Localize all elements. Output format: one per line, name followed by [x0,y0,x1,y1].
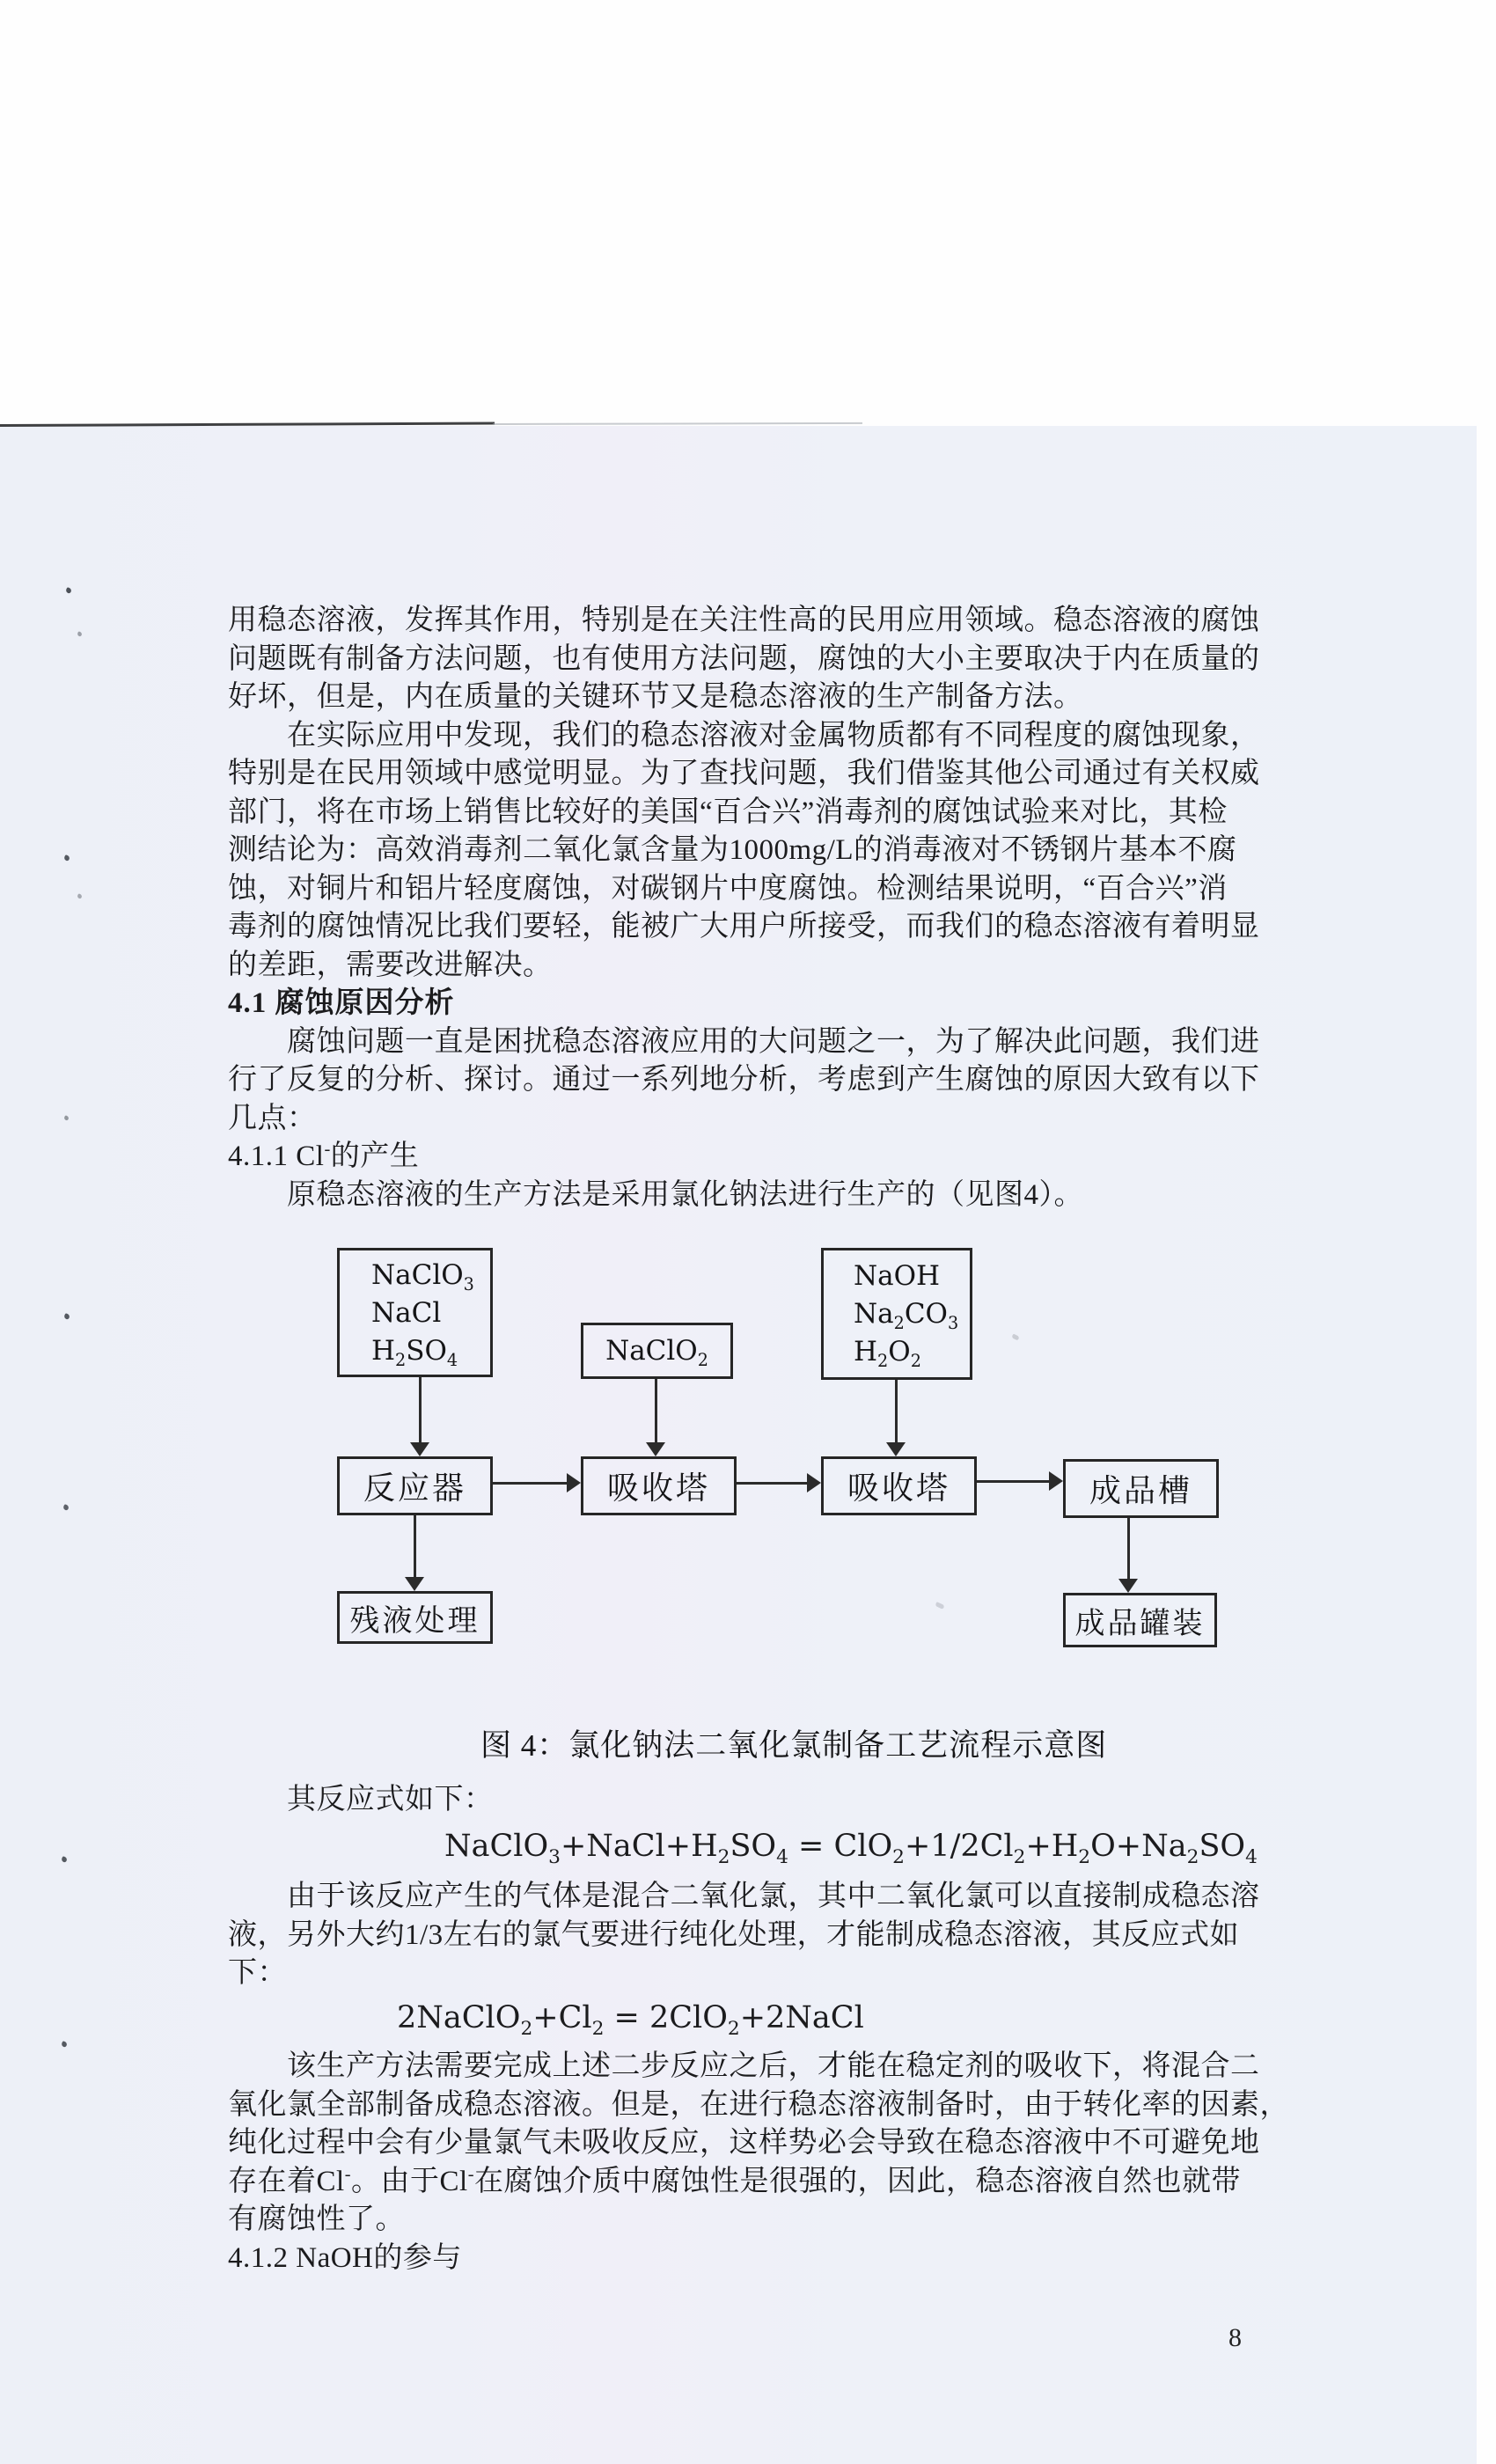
flow-arrow-reactor-to-residue [414,1515,416,1577]
arrow-down-icon [405,1577,424,1591]
body-line: 在实际应用中发现，我们的稳态溶液对金属物质都有不同程度的腐蚀现象， [287,719,1260,752]
chemical-label: NaClO$_2$ [605,1335,708,1371]
flow-box-feed-absorber2 [821,1248,972,1380]
flow-arrow-absorber2-to-tank [977,1480,1049,1483]
body-line: 原稳态溶液的生产方法是采用氯化钠法进行生产的（见图4）。 [287,1178,1083,1211]
body-line: 该生产方法需要完成上述二步反应之后，才能在稳定剂的吸收下，将混合二 [287,2050,1260,2082]
flow-arrow-feed1-to-reactor [419,1377,422,1442]
body-line: 液，另外大约1/3左右的氯气要进行纯化处理，才能制成稳态溶液，其反应式如 [228,1918,1240,1951]
section-heading-4-1-2: 4.1.2 NaOH的参与 [228,2241,462,2274]
chemical-equation-2: $2NaClO_2+Cl_2$ = 2ClO$_2$+2NaCl [397,1999,864,2040]
body-line: 有腐蚀性了。 [228,2204,405,2235]
flow-arrow-feed3-to-absorber2 [895,1380,898,1442]
flow-box-residue-treatment [337,1591,493,1644]
body-line: 纯化过程中会有少量氯气未吸收反应，这样势必会导致在稳态溶液中不可避免地 [228,2127,1260,2159]
flow-box-absorber-2 [821,1456,977,1515]
arrow-down-icon [646,1442,665,1456]
body-text-upper [228,602,1272,1214]
body-line: 毒剂的腐蚀情况比我们要轻，能被广大用户所接受，而我们的稳态溶液有着明显 [228,911,1260,942]
chemical-label: NaOH [854,1260,941,1292]
body-line: 用稳态溶液，发挥其作用，特别是在关注性高的民用应用领域。稳态溶液的腐蚀 [228,605,1260,636]
flow-box-label: 反应器 [363,1470,466,1506]
body-line: 氧化氯全部制备成稳态溶液。但是，在进行稳态溶液制备时，由于转化率的因素， [228,2088,1289,2121]
arrow-right-icon [1049,1471,1063,1491]
chemical-label: $H_2SO_4$ [371,1334,458,1370]
flow-box-product-tank [1063,1459,1219,1518]
flow-box-label: 吸收塔 [606,1470,710,1506]
body-line: 行了反复的分析、探讨。通过一系列地分析，考虑到产生腐蚀的原因大致有以下 [228,1064,1260,1096]
body-line: 测结论为：高效消毒剂二氧化氯含量为1000mg/L的消毒液对不锈钢片基本不腐 [228,834,1237,866]
body-line: 其反应式如下： [287,1784,494,1815]
body-line: 存在着Cl-。由于Cl-在腐蚀介质中腐蚀性是很强的，因此，稳态溶液自然也就带 [228,2164,1241,2197]
figure-caption: 图 4：氯化钠法二氧化氯制备工艺流程示意图 [480,1728,1108,1763]
arrow-down-icon [410,1442,429,1456]
body-line: 蚀，对铜片和铝片轻度腐蚀，对碳钢片中度腐蚀。检测结果说明，“百合兴”消 [228,872,1228,905]
flow-arrow-tank-to-filling [1127,1518,1130,1579]
body-line: 问题既有制备方法问题，也有使用方法问题，腐蚀的大小主要取决于内在质量的 [228,642,1260,675]
flow-arrow-absorber1-to-absorber2 [737,1482,807,1485]
flow-box-label: 残液处理 [349,1604,480,1638]
body-line: 好坏，但是，内在质量的关键环节又是稳态溶液的生产制备方法。 [228,681,1083,713]
flow-box-label: 吸收塔 [847,1470,950,1506]
flow-arrow-reactor-to-absorber1 [493,1482,567,1485]
chemical-label: NaClO$_3$ [371,1258,474,1294]
body-line: 部门，将在市场上销售比较好的美国“百合兴”消毒剂的腐蚀试验来对比，其检 [228,796,1228,828]
section-heading-4-1-1: 4.1.1 Cl-的产生 [228,1140,420,1172]
body-line: 下： [228,1957,287,1989]
section-heading-4-1: 4.1 腐蚀原因分析 [228,987,455,1019]
flow-box-product-filling [1063,1593,1217,1647]
flow-arrow-feed2-to-absorber1 [655,1379,657,1442]
scan-edge-line-faint [493,422,862,425]
body-text-lower [228,1781,1289,2277]
arrow-down-icon [1118,1579,1138,1593]
chemical-label: $H_2O_2$ [854,1336,921,1372]
flow-box-feed-absorber1 [581,1323,733,1379]
arrow-down-icon [886,1442,906,1456]
chemical-equation-1: $NaClO_3+NaCl+H_2SO_4 = ClO_2+1/2Cl_2+H_2O+Na_2SO_4$ [444,1828,1258,1868]
flow-box-feed-reactor [337,1248,493,1377]
page-number: 8 [1228,2323,1242,2352]
flow-box-absorber-1 [581,1456,737,1515]
flow-box-reactor [337,1456,493,1515]
arrow-right-icon [567,1473,581,1492]
arrow-right-icon [807,1473,821,1492]
body-line: 腐蚀问题一直是困扰稳态溶液应用的大问题之一，为了解决此问题，我们进 [287,1025,1260,1058]
flow-box-label: 成品槽 [1089,1473,1192,1508]
chemical-label: NaCl [371,1296,442,1329]
body-line: 由于该反应产生的气体是混合二氧化氯，其中二氧化氯可以直接制成稳态溶 [287,1881,1260,1912]
body-line: 特别是在民用领域中感觉明显。为了查找问题，我们借鉴其他公司通过有关权威 [228,758,1260,789]
body-line: 的差距，需要改进解决。 [228,949,553,981]
flow-box-label: 成品罐装 [1074,1607,1206,1640]
chemical-label: $Na_2CO_3$ [854,1298,959,1334]
body-line: 几点： [228,1102,317,1134]
